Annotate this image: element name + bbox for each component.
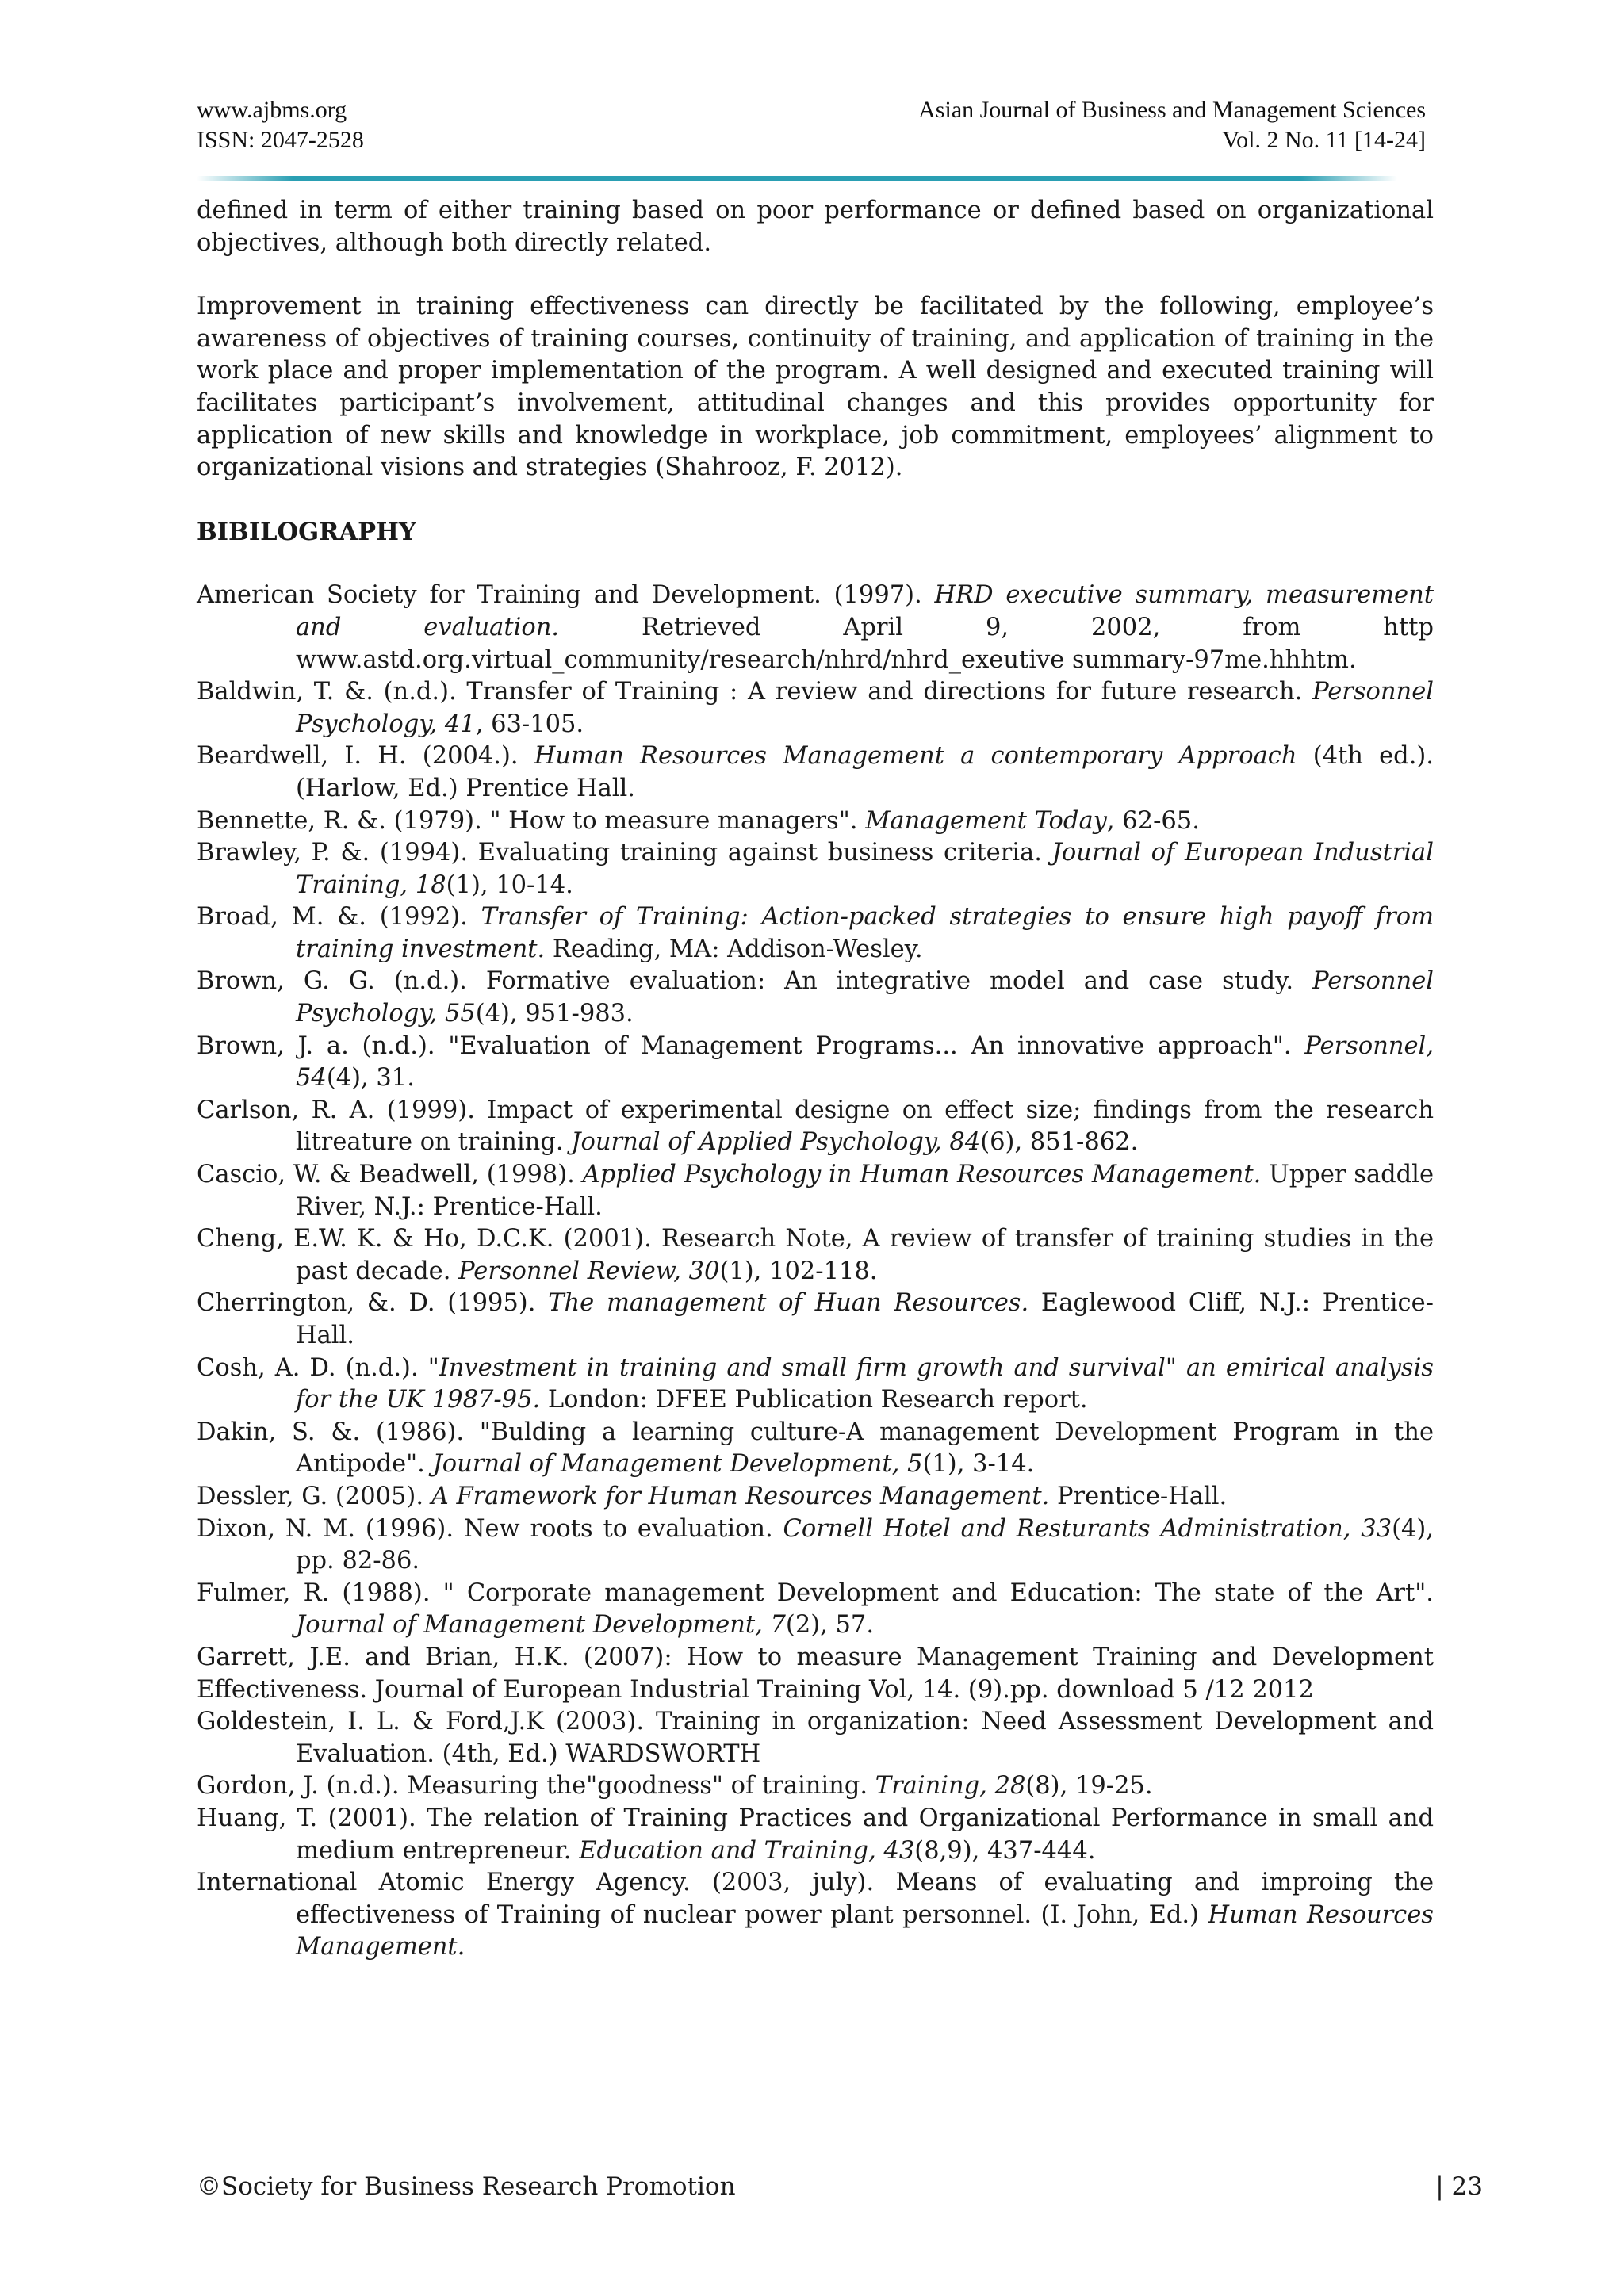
paragraph-2: Improvement in training effectiveness can directly be facilitated by the following, employee’s awareness of objectives of training courses, continuity of training, and application of training in the work place and proper implementation of the program. A well designed and executed training will facilitates participant’s involvement, attitudinal changes and this provides opportunity for application of new skills and knowledge in workplace, job commitment, employees’ alignment to organizational visions and strategies (Shahrooz, F. 2012). [197, 293, 1434, 482]
journal-website: www.ajbms.org [197, 97, 347, 123]
reference-source-title: Personnel Psychology, 41 [296, 678, 1434, 738]
footer-copyright: ©Society for Business Research Promotion [197, 2172, 736, 2201]
reference-entry [197, 740, 1434, 805]
reference-entry [197, 1031, 1434, 1095]
reference-source-title: Human Resources Management. [296, 1900, 1434, 1961]
paragraph-1: defined in term of either training based on poor performance or defined based on organizational objectives, although both directly related. [197, 197, 1434, 257]
reference-details: Reading, MA: Addison-Wesley. [545, 935, 923, 963]
reference-text: Brown, G. G. (n.d.). Formative evaluation: An integrative model and case study. [197, 967, 1313, 996]
reference-source-title: A Framework for Human Resources Management. [431, 1482, 1050, 1510]
reference-details: (4), 951-983. [475, 1000, 634, 1028]
reference-text: Cosh, A. D. (n.d.). [197, 1353, 428, 1382]
reference-entry [197, 806, 1434, 838]
reference-text: International Atomic Energy Agency. (2003, july). Means of evaluating and improing the effectiveness of Training of nuclear power plant personnel. (I. John, Ed.) [197, 1869, 1434, 1929]
reference-source-title: HRD executive summary, measurement and evaluation. [296, 581, 1434, 641]
reference-details: Prentice-Hall. [1049, 1482, 1228, 1510]
reference-source-title: Training, 28 [875, 1772, 1026, 1800]
reference-entry [197, 1578, 1434, 1642]
reference-text: Huang, T. (2001). The relation of Training Practices and Organizational Performance in small and medium entrepreneur. [197, 1804, 1434, 1865]
reference-details: Eaglewood Cliff, N.J.: Prentice-Hall. [296, 1289, 1434, 1349]
reference-text: Fulmer, R. (1988). " Corporate management Development and Education: The state of the Art". [197, 1578, 1434, 1607]
reference-entry [197, 1481, 1434, 1513]
reference-entry [197, 1223, 1434, 1288]
reference-entry [197, 1417, 1434, 1481]
reference-source-title: Transfer of Training: Action-packed strategies to ensure high payoff from training investment. [296, 903, 1434, 963]
reference-details: (8), 19-25. [1025, 1772, 1153, 1800]
reference-source-title: Journal of Applied Psychology, 84 [571, 1128, 981, 1157]
reference-text: Dixon, N. M. (1996). New roots to evaluation. [197, 1514, 783, 1543]
reference-source-title: Personnel, 54 [296, 1031, 1434, 1093]
reference-details: (6), 851-862. [980, 1128, 1139, 1157]
reference-entry [197, 1513, 1434, 1578]
reference-source-title: The management of Huan Resources. [548, 1289, 1029, 1318]
reference-entry [197, 901, 1434, 966]
reference-details: , 63-105. [475, 710, 584, 738]
journal-title: Asian Journal of Business and Management Sciences [918, 97, 1426, 123]
journal-issn: ISSN: 2047-2528 [197, 127, 364, 153]
reference-details: , 62-65. [1106, 806, 1200, 835]
reference-source-title: Journal of Management Development, 5 [432, 1450, 923, 1479]
reference-text: Bennette, R. &. (1979). " How to measure managers". [197, 806, 866, 835]
reference-entry [197, 966, 1434, 1030]
reference-entry [197, 1770, 1434, 1803]
reference-source-title: Journal of Management Development, 7 [296, 1611, 786, 1640]
reference-details: (1), 102-118. [719, 1257, 878, 1285]
reference-source-title: Personnel Psychology, 55 [296, 967, 1434, 1028]
reference-entry [197, 1353, 1434, 1417]
reference-text: Garrett, J.E. and Brian, H.K. (2007): How to measure Management Training and Development Effectiveness. Journal of European Industrial Training Vol, 14. (9).pp. download 5 /12 2012 [197, 1643, 1434, 1704]
reference-details: (1), 3-14. [922, 1450, 1035, 1479]
reference-details: (4), 31. [326, 1064, 415, 1093]
reference-details: (1), 10-14. [446, 871, 573, 899]
reference-entry [197, 1095, 1434, 1159]
header-divider [197, 176, 1397, 181]
reference-source-title: "Investment in training and small firm growth and survival" an emirical analysis for the UK 1987-95. [296, 1353, 1434, 1414]
reference-text: Baldwin, T. &. (n.d.). Transfer of Training : A review and directions for future research. [197, 678, 1313, 706]
reference-text: Dakin, S. &. (1986). "Bulding a learning culture-A management Development Program in the Antipode". [197, 1418, 1434, 1479]
reference-entry [197, 580, 1434, 676]
reference-entry [197, 1867, 1434, 1964]
reference-details: London: DFEE Publication Research report. [540, 1386, 1088, 1414]
reference-source-title: Applied Psychology in Human Resources Management. [582, 1161, 1262, 1189]
header-left [197, 95, 364, 155]
reference-entry [197, 1706, 1434, 1770]
reference-source-title: Cornell Hotel and Resturants Administration, 33 [783, 1514, 1392, 1543]
section-heading: BIBILOGRAPHY [197, 517, 416, 546]
reference-text: Carlson, R. A. (1999). Impact of experimental designe on effect size; findings from the research litreature on training. [197, 1096, 1434, 1157]
reference-entry [197, 676, 1434, 740]
reference-text: Cheng, E.W. K. & Ho, D.C.K. (2001). Research Note, A review of transfer of training studies in the past decade. [197, 1225, 1434, 1285]
reference-entry [197, 1288, 1434, 1352]
reference-text: Goldestein, I. L. & Ford,J.K (2003). Training in organization: Need Assessment Development and Evaluation. (4th, Ed.) WARDSWORTH [197, 1708, 1434, 1768]
reference-source-title: Journal of European Industrial Training, 18 [296, 839, 1434, 899]
reference-entry [197, 1803, 1434, 1867]
reference-source-title: Education and Training, 43 [579, 1836, 915, 1865]
header-right [918, 95, 1426, 155]
reference-details: (2), 57. [785, 1611, 875, 1640]
reference-text: Brawley, P. &. (1994). Evaluating training against business criteria. [197, 839, 1052, 867]
reference-text: Beardwell, I. H. (2004.). [197, 742, 534, 771]
reference-details: (4), pp. 82-86. [296, 1514, 1434, 1575]
reference-entry [197, 1642, 1434, 1706]
reference-details: Retrieved April 9, 2002, from http www.astd.org.virtual_community/research/nhrd/nhrd_exeutive summary-97me.hhhtm. [296, 613, 1434, 674]
reference-source-title: Human Resources Management a contemporary Approach [534, 742, 1297, 771]
reference-text: Brown, J. a. (n.d.). "Evaluation of Management Programs... An innovative approach". [197, 1031, 1305, 1060]
reference-text: Broad, M. &. (1992). [197, 903, 481, 932]
reference-text: Dessler, G. (2005). [197, 1482, 431, 1510]
reference-list [197, 580, 1434, 1964]
reference-text: Cherrington, &. D. (1995). [197, 1289, 549, 1318]
reference-text: American Society for Training and Development. (1997). [197, 581, 935, 610]
journal-volume: Vol. 2 No. 11 [14-24] [1222, 127, 1426, 153]
reference-details: (8,9), 437-444. [914, 1836, 1096, 1865]
reference-details: Upper saddle River, N.J.: Prentice-Hall. [296, 1161, 1434, 1221]
reference-source-title: Personnel Review, 30 [458, 1257, 720, 1285]
reference-entry [197, 1159, 1434, 1223]
reference-text: Cascio, W. & Beadwell, (1998). [197, 1161, 583, 1189]
reference-details: (4th ed.). (Harlow, Ed.) Prentice Hall. [296, 742, 1434, 802]
reference-text: Gordon, J. (n.d.). Measuring the"goodness" of training. [197, 1772, 875, 1800]
page-body [197, 195, 1434, 1964]
reference-source-title: Management Today [865, 806, 1107, 835]
reference-entry [197, 837, 1434, 901]
footer-page-number: | 23 [1435, 2172, 1483, 2201]
